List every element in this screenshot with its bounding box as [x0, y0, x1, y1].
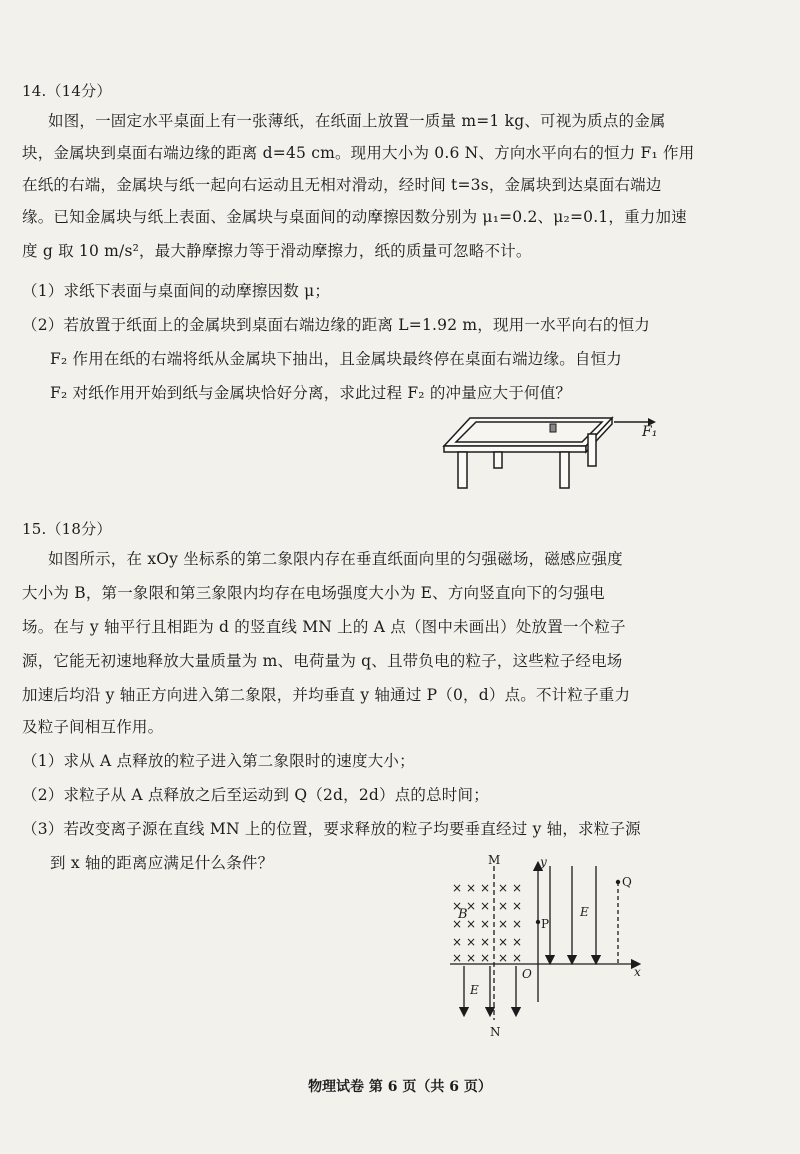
q15-line-6: 及粒子间相互作用。	[22, 718, 164, 736]
q14-header: 14.（14分）	[22, 82, 112, 100]
svg-text:×: ×	[466, 881, 477, 895]
label-m: M	[488, 853, 501, 867]
svg-text:×: ×	[466, 917, 477, 931]
q14-line-2: 块，金属块到桌面右端边缘的距离 d=45 cm。现用大小为 0.6 N、方向水平向右的恒力 F₁ 作用	[22, 144, 695, 162]
label-y: y	[540, 855, 547, 869]
svg-text:×: ×	[452, 917, 463, 931]
q15-line-1: 如图所示，在 xOy 坐标系的第二象限内存在垂直纸面向里的匀强磁场，磁感应强度	[48, 550, 623, 568]
label-x: x	[634, 965, 641, 979]
svg-text:×: ×	[480, 899, 491, 913]
svg-text:×: ×	[452, 899, 463, 913]
svg-text:×: ×	[480, 881, 491, 895]
q14-part-2-line-2: F₂ 作用在纸的右端将纸从金属块下抽出，且金属块最终停在桌面右端边缘。自恒力	[50, 350, 622, 368]
point-p	[536, 920, 540, 924]
q15-header: 15.（18分）	[22, 520, 112, 538]
q14-line-4: 缘。已知金属块与纸上表面、金属块与桌面间的动摩擦因数分别为 μ₁=0.2、μ₂=0.1，重力加速	[22, 208, 687, 226]
q15-part-3: （3）若改变离子源在直线 MN 上的位置，要求释放的粒子均要垂直经过 y 轴，求粒子源	[22, 820, 641, 838]
svg-text:×: ×	[452, 881, 463, 895]
q15-line-5: 加速后均沿 y 轴正方向进入第二象限，并均垂直 y 轴通过 P（0，d）点。不计粒子重力	[22, 686, 631, 704]
svg-text:×: ×	[466, 899, 477, 913]
svg-text:×: ×	[498, 917, 509, 931]
svg-text:×: ×	[466, 951, 477, 965]
magnetic-field-crosses	[452, 881, 522, 965]
page-footer: 物理试卷 第 6 页（共 6 页）	[308, 1079, 492, 1095]
q14-line-5: 度 g 取 10 m/s²，最大静摩擦力等于滑动摩擦力，纸的质量可忽略不计。	[22, 242, 532, 260]
svg-text:×: ×	[512, 899, 523, 913]
svg-text:×: ×	[452, 935, 463, 949]
svg-text:×: ×	[480, 935, 491, 949]
q14-part-1: （1）求纸下表面与桌面间的动摩擦因数 μ；	[22, 282, 331, 300]
svg-text:×: ×	[480, 917, 491, 931]
metal-block	[550, 424, 556, 432]
label-q: Q	[622, 875, 632, 889]
svg-text:×: ×	[498, 899, 509, 913]
f1-label: F₁	[642, 424, 658, 440]
q15-line-3: 场。在与 y 轴平行且相距为 d 的竖直线 MN 上的 A 点（图中未画出）处放置一个粒子	[22, 618, 626, 636]
svg-text:×: ×	[512, 935, 523, 949]
label-b: B	[458, 907, 468, 922]
q14-part-2-line-1: （2）若放置于纸面上的金属块到桌面右端边缘的距离 L=1.92 m，现用一水平向右的恒力	[22, 316, 651, 334]
q15-line-2: 大小为 B，第一象限和第三象限内均存在电场强度大小为 E、方向竖直向下的匀强电	[22, 584, 605, 602]
table-figure	[436, 412, 666, 492]
svg-text:×: ×	[452, 951, 463, 965]
q15-part-3-cont: 到 x 轴的距离应满足什么条件？	[50, 854, 274, 872]
q15-line-4: 源，它能无初速地释放大量质量为 m、电荷量为 q、且带负电的粒子，这些粒子经电场	[22, 652, 623, 670]
q14-part-2-line-3: F₂ 对纸作用开始到纸与金属块恰好分离，求此过程 F₂ 的冲量应大于何值？	[50, 384, 572, 402]
svg-text:×: ×	[498, 951, 509, 965]
svg-text:×: ×	[512, 951, 523, 965]
svg-text:×: ×	[512, 881, 523, 895]
svg-text:×: ×	[498, 881, 509, 895]
label-e-top: E	[580, 905, 589, 919]
point-q	[616, 880, 620, 884]
q14-line-1: 如图，一固定水平桌面上有一张薄纸，在纸面上放置一质量 m=1 kg、可视为质点的金属	[48, 112, 666, 130]
q14-line-3: 在纸的右端，金属块与纸一起向右运动且无相对滑动，经时间 t=3s，金属块到达桌面右端边	[22, 176, 662, 194]
svg-text:×: ×	[466, 935, 477, 949]
svg-text:×: ×	[480, 951, 491, 965]
label-n: N	[490, 1025, 501, 1039]
label-o: O	[522, 967, 532, 981]
svg-text:×: ×	[512, 917, 523, 931]
svg-text:×: ×	[498, 935, 509, 949]
q15-part-1: （1）求从 A 点释放的粒子进入第二象限时的速度大小；	[22, 752, 415, 770]
label-e-bottom: E	[470, 983, 479, 997]
field-figure	[440, 852, 660, 1042]
q15-part-2: （2）求粒子从 A 点释放之后至运动到 Q（2d，2d）点的总时间；	[22, 786, 489, 804]
label-p: P	[541, 917, 550, 931]
